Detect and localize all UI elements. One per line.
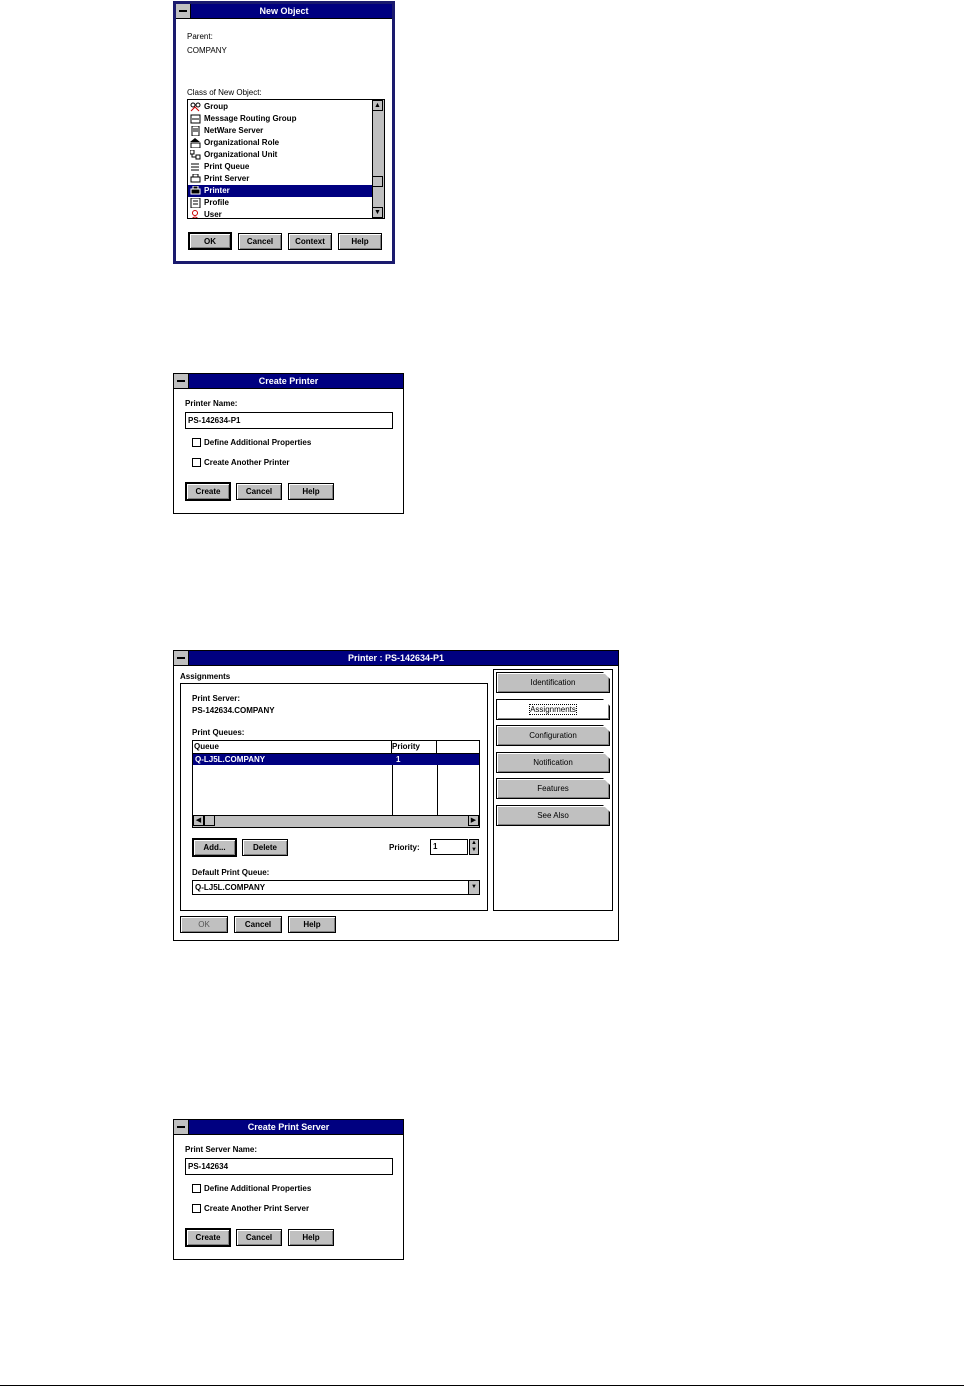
class-label — [187, 88, 262, 97]
class-list-item[interactable] — [188, 161, 373, 173]
new-object-titlebar[interactable] — [176, 4, 392, 19]
class-list-item[interactable] — [188, 101, 373, 113]
class-list-scrollbar[interactable] — [372, 100, 384, 218]
priority-spinner[interactable] — [430, 839, 468, 855]
help-button[interactable] — [288, 1229, 334, 1246]
print-server-label: Print Server: — [192, 694, 241, 703]
message-routing-group-icon — [190, 114, 201, 124]
scroll-left-icon[interactable]: ◀ — [193, 815, 204, 826]
priority-stepper[interactable] — [469, 839, 479, 855]
tab-label: Features — [537, 784, 569, 793]
context-button[interactable] — [288, 233, 332, 250]
delete-button[interactable] — [242, 839, 288, 856]
create-button[interactable] — [185, 482, 231, 501]
help-button-label: Help — [302, 1233, 320, 1242]
context-button-label: Context — [295, 237, 325, 246]
class-list-item[interactable] — [188, 173, 373, 185]
printer-icon — [190, 186, 201, 196]
user-icon — [190, 210, 201, 219]
class-list-item[interactable] — [188, 197, 373, 209]
help-button[interactable] — [338, 233, 382, 250]
cancel-button[interactable] — [236, 1229, 282, 1246]
new-object-title: New Object — [259, 6, 309, 16]
print-queue-icon — [190, 162, 201, 172]
scroll-right-icon[interactable]: ▶ — [468, 815, 479, 826]
printer-properties-dialog — [173, 650, 619, 941]
create-another-checkbox[interactable] — [192, 1204, 201, 1213]
parent-value: COMPANY — [187, 46, 227, 55]
define-properties-label: Define Additional Properties — [204, 1184, 312, 1193]
class-list-item[interactable] — [188, 137, 373, 149]
class-list-item[interactable] — [188, 185, 373, 197]
create-print-server-titlebar[interactable] — [174, 1120, 403, 1135]
scroll-thumb[interactable] — [372, 176, 383, 187]
ok-button-label: OK — [204, 236, 216, 246]
create-button-label: Create — [195, 487, 221, 496]
system-menu-icon[interactable] — [174, 1120, 189, 1134]
tab-label: Identification — [530, 678, 576, 687]
class-list[interactable] — [187, 99, 385, 219]
tab-identification[interactable] — [496, 672, 610, 693]
print-server-name-label: Print Server Name: — [185, 1145, 258, 1154]
spin-down-icon[interactable]: ▼ — [471, 847, 477, 853]
assignments-section-label: Assignments — [180, 672, 231, 681]
print-server-value: PS-142634.COMPANY — [192, 706, 275, 715]
new-object-dialog — [173, 1, 395, 264]
class-list-item-label: Organizational Unit — [204, 150, 278, 159]
class-list-item-label: Group — [204, 102, 228, 111]
cancel-button-label: Cancel — [245, 1233, 273, 1242]
create-another-label: Create Another Printer — [204, 458, 290, 467]
delete-button-label: Delete — [252, 843, 277, 852]
class-list-item-label: Message Routing Group — [204, 114, 297, 123]
create-another-label: Create Another Print Server — [204, 1204, 310, 1213]
create-printer-title: Create Printer — [258, 376, 319, 386]
print-queues-table[interactable] — [192, 740, 480, 828]
print-server-name-input[interactable] — [185, 1158, 393, 1175]
system-menu-icon[interactable] — [176, 4, 191, 18]
printer-properties-title: Printer : PS-142634-P1 — [347, 653, 445, 663]
create-print-server-dialog — [173, 1119, 404, 1260]
create-printer-dialog — [173, 373, 404, 514]
queue-cell: Q-LJ5L.COMPANY — [195, 755, 266, 764]
tab-panel — [493, 669, 613, 911]
class-label-text: Class of New Object: — [187, 88, 262, 97]
class-list-item-label: User — [204, 210, 222, 219]
create-button[interactable] — [185, 1228, 231, 1247]
help-button-label: Help — [351, 237, 369, 246]
printer-name-label: Printer Name: — [185, 399, 238, 408]
tab-label: Configuration — [529, 731, 577, 740]
tab-label: See Also — [537, 810, 569, 820]
system-menu-icon[interactable] — [174, 374, 189, 388]
define-properties-label: Define Additional Properties — [204, 438, 312, 447]
cancel-button[interactable] — [238, 233, 282, 250]
help-button-label: Help — [302, 487, 320, 496]
spin-up-icon[interactable]: ▲ — [471, 840, 477, 846]
cancel-button-label: Cancel — [245, 487, 273, 496]
netware-server-icon — [190, 126, 201, 136]
class-list-item[interactable] — [188, 149, 373, 161]
create-another-checkbox[interactable] — [192, 458, 201, 467]
print-server-name-value: PS-142634 — [188, 1162, 229, 1171]
system-menu-icon[interactable] — [174, 651, 189, 665]
tab-features[interactable] — [496, 778, 610, 799]
tab-see-also[interactable] — [496, 805, 610, 826]
add-button-label: Add... — [203, 843, 226, 852]
add-button[interactable] — [192, 838, 237, 857]
scroll-up-icon[interactable]: ▲ — [372, 100, 383, 111]
tab-assignments[interactable] — [496, 699, 610, 720]
cancel-button[interactable] — [234, 916, 282, 933]
class-list-item[interactable] — [188, 113, 373, 125]
ok-button[interactable] — [188, 232, 232, 250]
tab-notification[interactable] — [496, 752, 610, 773]
printer-name-value: PS-142634-P1 — [188, 416, 241, 425]
priority-label: Priority: — [389, 843, 420, 852]
parent-label: Parent: — [187, 32, 213, 41]
define-properties-checkbox[interactable] — [192, 438, 201, 447]
organizational-unit-icon — [190, 150, 201, 160]
cancel-button-label: Cancel — [246, 237, 274, 246]
class-list-item-label: NetWare Server — [204, 126, 264, 135]
class-list-item-label: Print Queue — [204, 162, 250, 171]
define-properties-checkbox[interactable] — [192, 1184, 201, 1193]
priority-column-header[interactable]: Priority — [392, 741, 437, 753]
printer-name-input[interactable] — [185, 412, 393, 429]
class-list-item-label: Organizational Role — [204, 138, 280, 147]
class-list-item-label: Printer — [204, 186, 230, 195]
ok-button-label: OK — [198, 920, 210, 929]
create-printer-titlebar[interactable] — [174, 374, 403, 389]
default-queue-label: Default Print Queue: — [192, 868, 270, 877]
help-button-label: Help — [303, 920, 321, 929]
scroll-down-icon[interactable]: ▼ — [372, 207, 383, 218]
dropdown-arrow-icon[interactable]: ▼ — [468, 881, 479, 894]
print-server-icon — [190, 174, 201, 184]
class-list-item-label: Print Server — [204, 174, 250, 183]
create-print-server-title: Create Print Server — [247, 1122, 330, 1132]
page-footer-rule — [0, 1385, 964, 1386]
class-list-item[interactable] — [188, 209, 373, 219]
horizontal-scrollbar[interactable] — [193, 815, 479, 827]
scroll-thumb[interactable] — [204, 815, 215, 826]
class-list-item[interactable] — [188, 125, 373, 137]
priority-value: 1 — [433, 842, 438, 851]
printer-properties-titlebar[interactable] — [174, 651, 618, 666]
tab-label: Notification — [533, 757, 573, 767]
table-row[interactable] — [193, 754, 479, 765]
cancel-button-label: Cancel — [244, 920, 272, 929]
cancel-button[interactable] — [236, 483, 282, 500]
tab-label: Assignments — [530, 704, 576, 714]
priority-cell: 1 — [396, 755, 401, 764]
tab-configuration[interactable] — [496, 725, 610, 746]
ok-button[interactable] — [180, 916, 228, 933]
profile-icon — [190, 198, 201, 208]
queue-column-header[interactable]: Queue — [194, 741, 392, 753]
organizational-role-icon — [190, 138, 201, 148]
default-queue-select[interactable] — [192, 880, 480, 895]
class-list-item-label: Profile — [204, 198, 229, 207]
print-queues-label: Print Queues: — [192, 728, 245, 737]
group-icon — [190, 102, 201, 112]
assignments-panel — [180, 683, 488, 911]
help-button[interactable] — [288, 483, 334, 500]
default-queue-value: Q-LJ5L.COMPANY — [195, 883, 266, 892]
create-button-label: Create — [195, 1233, 221, 1242]
help-button[interactable] — [288, 916, 336, 933]
